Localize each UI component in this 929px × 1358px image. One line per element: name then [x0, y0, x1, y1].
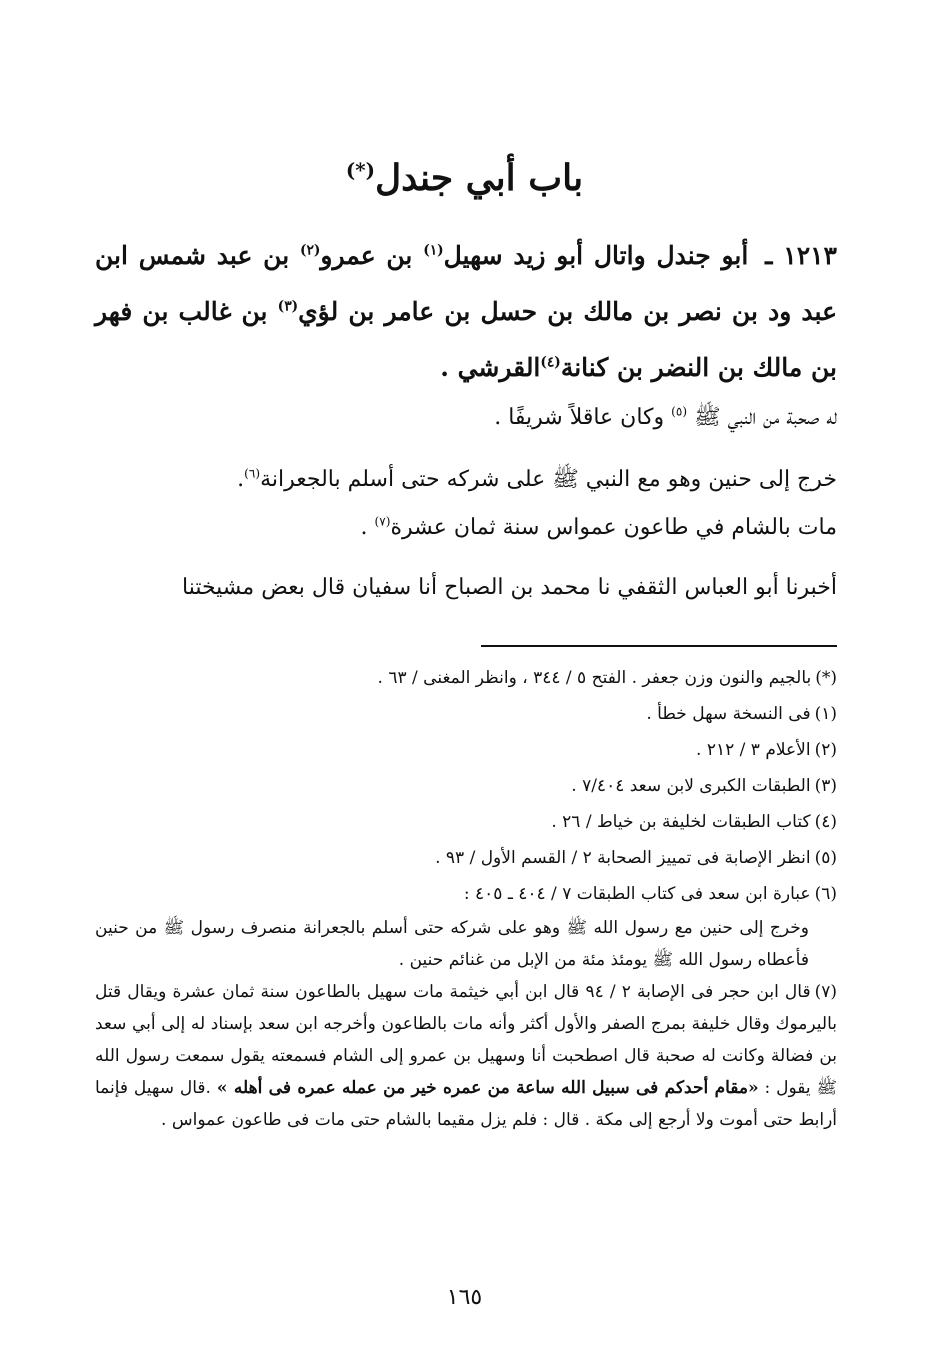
footnote-3-text: الطبقات الكبرى لابن سعد ٧/٤٠٤ .	[571, 776, 811, 796]
footnote-4-text: كتاب الطبقات لخليفة بن خياط / ٢٦ .	[551, 812, 811, 832]
body-line-3-text-a: مات بالشام في طاعون عمواس سنة ثمان عشرة	[390, 515, 837, 540]
footnote-7-text-a: قال ابن حجر فى الإصابة ٢ / ٩٤ قال ابن أبي خيثمة مات سهيل بالطاعون سنة ثمان عشرة ويقال قتل باليرموك وقال خليفة بمرج الصفر والأول أكثر وأنه مات بالطاعون وأخرجه ابن سعد بإسناد له إلى أبي سعد بن فضالة وكانت له صحبة قال اصطحبت أنا وسهيل بن عمرو إلى الشام فسمعته يقول سمعت رسول الله ﷺ يقول :	[95, 982, 838, 1098]
footnote-6-quote: وخرج إلى حنين مع رسول الله ﷺ وهو على شركه حتى أسلم بالجعرانة منصرف رسول ﷺ من حنين فأعطاه رسول الله ﷺ يومئذ مئة من الإبل من غنائم حنين .	[95, 918, 809, 970]
footnotes	[95, 660, 837, 1136]
entry-text-a: أبو جندل وا‌تال أبو زيد سهيل	[443, 241, 749, 270]
footnote-mark-1: (١)	[423, 242, 444, 259]
footnote-5	[95, 840, 837, 876]
footnote-1-text: فى النسخة سهل خطأ .	[646, 704, 811, 724]
entry-text-d: بن غالب بن فهر بن مالك بن النضر بن كنانة	[95, 297, 837, 382]
footnote-7-text-b: .قال سهيل فإنما أرابط حتى أموت ولا أرجع إلى مكة . قال : فلم يزل مقيما بالشام حتى مات فى طاعون عمواس .	[95, 1078, 837, 1130]
entry-text-b: بن عمرو	[320, 241, 413, 270]
footnote-5-mark: (٥)	[814, 848, 837, 868]
chapter-title-text: باب أبي جندل	[374, 157, 584, 199]
footnote-3	[95, 768, 837, 804]
entry-text-c: بن عبد شمس ابن عبد ود بن نصر بن مالك بن حسل بن عامر بن لؤي	[95, 241, 837, 326]
footnote-7-hadith: «مقام أحدكم فى سبيل الله ساعة من عمره خير من عمله عمره فى أهله »	[216, 1078, 759, 1098]
footnote-mark-5: (٥)	[671, 404, 688, 419]
body-line-2-text-b: .	[237, 467, 245, 492]
body-line-2-text-a: خرج إلى حنين وهو مع النبي ﷺ على شركه حتى أسلم بالجعرانة	[260, 467, 837, 492]
footnote-4	[95, 804, 837, 840]
footnote-6	[95, 876, 837, 912]
body-line-4: أخبرنا أبو العباس الثقفي نا محمد بن الصباح أنا سفيان قال بعض مشيختنا	[181, 575, 837, 600]
entry-heading	[95, 228, 837, 396]
chapter-title	[0, 150, 929, 206]
footnote-star	[95, 660, 837, 696]
entry-number: ١٢١٣ ـ	[765, 241, 837, 270]
footnote-mark-2: (٢)	[299, 242, 321, 259]
footnote-2-mark: (٢)	[814, 740, 837, 760]
footnote-mark-3: (٣)	[277, 298, 299, 315]
footnote-2	[95, 732, 837, 768]
footnote-4-mark: (٤)	[814, 812, 837, 832]
entry-text-e: القرشي .	[440, 353, 541, 382]
footnote-1-mark: (١)	[814, 704, 837, 724]
footnote-3-mark: (٣)	[814, 776, 837, 796]
footnote-star-text: بالجيم والنون وزن جعفر . الفتح ٥ / ٣٤٤ ، وانظر المغنى / ٦٣ .	[377, 668, 812, 688]
footnote-7	[95, 976, 837, 1136]
body-line-3-text-b: .	[360, 515, 368, 540]
body-line-1-text-b: وكان عاقلاً شريفًا .	[494, 405, 665, 430]
footnote-5-text: انظر الإصابة فى تمييز الصحابة ٢ / القسم الأول / ٩٣ .	[435, 848, 811, 868]
footnote-6-mark: (٦)	[814, 884, 837, 904]
body-line-1	[95, 398, 837, 438]
body-line-3	[95, 508, 837, 548]
page-number: ١٦٥	[446, 1285, 483, 1310]
footnote-separator	[481, 645, 837, 647]
footnote-mark-6: (٦)	[244, 466, 261, 481]
body-line-2	[95, 460, 837, 500]
title-footnote-mark: (*)	[345, 158, 375, 182]
footnote-mark-7: (٧)	[374, 514, 391, 529]
footnote-star-mark: (*)	[815, 668, 837, 688]
footnote-2-text: الأعلام ٣ / ٢١٢ .	[696, 740, 811, 760]
body-line-1-text-a: له صحبة من النبي ﷺ	[694, 405, 837, 430]
footnote-mark-4: (٤)	[540, 354, 561, 371]
footnote-7-mark: (٧)	[814, 982, 837, 1002]
footnote-6-text: عبارة ابن سعد فى كتاب الطبقات ٧ / ٤٠٤ ـ ٤٠٥ :	[463, 884, 811, 904]
footnote-1	[95, 696, 837, 732]
